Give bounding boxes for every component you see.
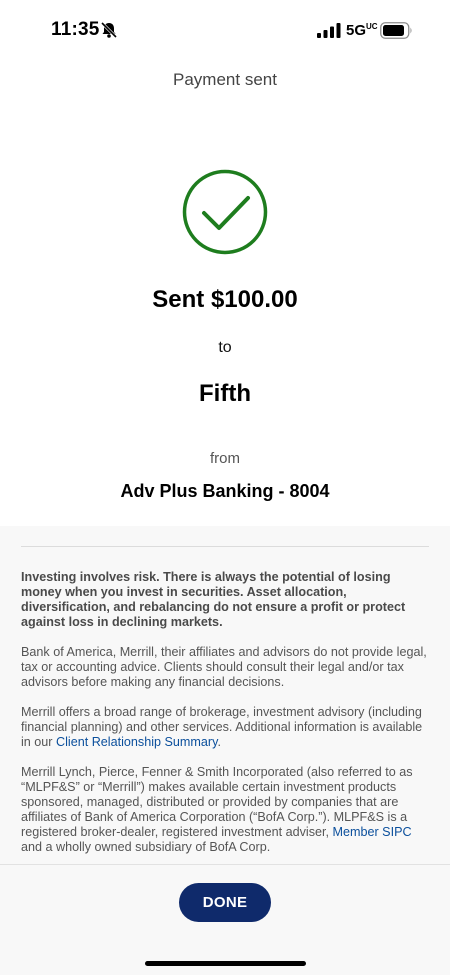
bell-muted-icon bbox=[99, 20, 119, 40]
network-label: $5G^{UC}$ bbox=[346, 22, 378, 39]
member-sipc-link[interactable]: Member SIPC bbox=[332, 825, 412, 839]
check-circle-icon bbox=[182, 169, 268, 255]
from-label: from bbox=[210, 450, 240, 467]
mlpfs-disclosure bbox=[21, 765, 433, 855]
services-suffix: . bbox=[217, 735, 221, 749]
battery-icon bbox=[380, 22, 413, 39]
page-title: Payment sent bbox=[173, 70, 277, 89]
mlpfs-suffix: and a wholly owned subsidiary of BofA Corp. bbox=[21, 840, 271, 854]
to-label: to bbox=[218, 339, 232, 356]
done-button[interactable]: DONE bbox=[179, 883, 271, 922]
services-text: Merrill offers a broad range of brokerage, investment advisory (including financial planning) and other services. Additional information is available in our bbox=[21, 705, 423, 749]
recipient-name: Fifth bbox=[199, 380, 251, 407]
signal-bars-icon bbox=[317, 23, 341, 38]
client-relationship-summary-link[interactable]: Client Relationship Summary bbox=[56, 735, 218, 749]
home-indicator[interactable] bbox=[145, 961, 306, 966]
mlpfs-text: Merrill Lynch, Pierce, Fenner & Smith Incorporated (also referred to as “MLPF&S” or “Merrill”) makes available certain investment products sponsored, managed, distributed or provided by companies that are affiliates of Bank of America Corporation (“BofA Corp.”). MLPF&S is a registered broker-dealer, registered investment adviser, bbox=[21, 765, 413, 839]
status-time: 11:35 bbox=[51, 19, 100, 40]
amount-sent: Sent $100.00 bbox=[152, 286, 298, 313]
source-account: Adv Plus Banking - 8004 bbox=[120, 481, 330, 501]
risk-disclosure: Investing involves risk. There is always the potential of losing money when you invest in securities. Asset allocation, diversification, and rebalancing do not ensure a profit or protect against loss in declining markets. bbox=[21, 570, 406, 629]
services-disclosure bbox=[21, 705, 433, 750]
status-bar bbox=[0, 0, 450, 60]
divider bbox=[21, 546, 429, 547]
advice-disclosure: Bank of America, Merrill, their affiliates and advisors do not provide legal, tax or accounting advice. Clients should consult their legal and/or tax advisors before making any financial decisions. bbox=[21, 645, 427, 689]
footer-divider bbox=[0, 864, 450, 865]
